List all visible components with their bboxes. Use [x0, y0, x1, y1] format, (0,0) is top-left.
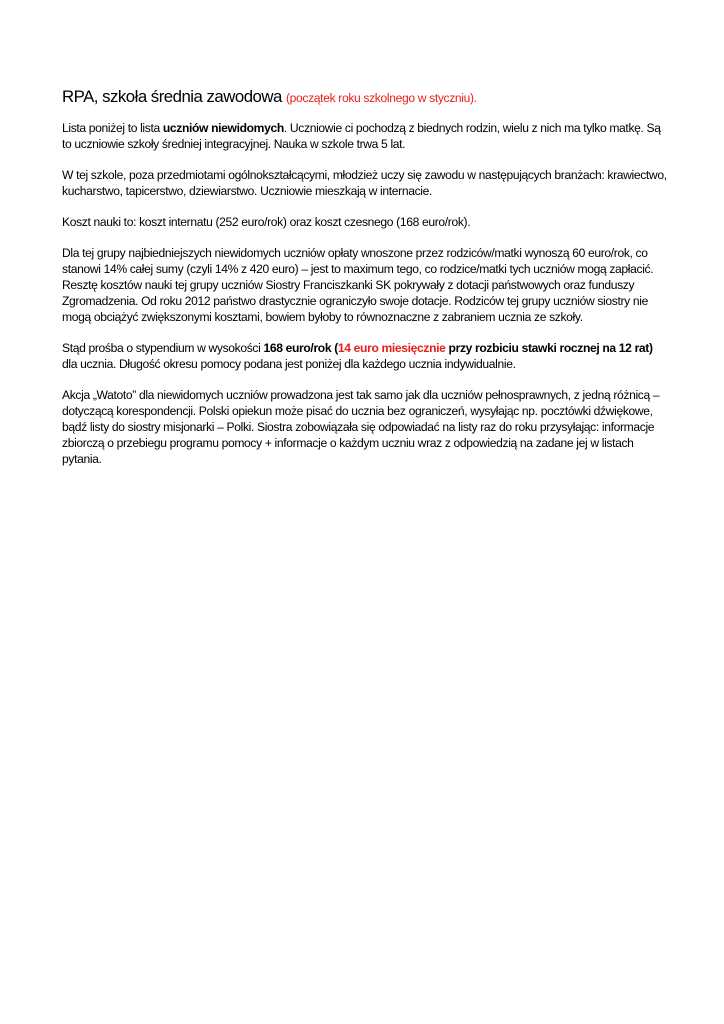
paragraph-costs: Koszt nauki to: koszt internatu (252 euro/rok) oraz koszt czesnego (168 euro/rok). [62, 215, 471, 229]
page-title [62, 86, 668, 109]
title-subtitle: (początek roku szkolnego w styczniu). [285, 91, 477, 105]
intro-text-end: . Uczniowie ci pochodzą z biednych rodzin, wielu z nich ma tylko matkę. Są to uczniowie szkoły średniej integracyjnej. Nauka w szkole trwa 5 lat. [62, 121, 661, 151]
request-text-end: dla ucznia. Długość okresu pomocy podana jest poniżej dla każdego ucznia indywidualnie. [62, 357, 516, 371]
intro-text-start: Lista poniżej to lista [62, 121, 163, 135]
request-bold-monthly: 14 euro miesięcznie [337, 341, 446, 355]
paragraph-funding: Dla tej grupy najbiedniejszych niewidomych uczniów opłaty wnoszone przez rodziców/matki wynoszą 60 euro/rok, co stanowi 14% całej sumy (czyli 14% z 420 euro) – jest to maximum tego, co rodzice/matki tych uczniów mogą zapłacić. Resztę kosztów nauki tej grupy uczniów Siostry Franciszkanki SK pokrywały z dotacji państwowych oraz funduszy Zgromadzenia. Od roku 2012 państwo drastycznie ograniczyło swoje dotacje. Rodziców tej grupy uczniów siostry nie mogą obciążyć zwiększonymi kosztami, bowiem byłoby to równoznaczne z zabraniem ucznia ze szkoły. [62, 246, 654, 324]
request-text-start: Stąd prośba o stypendium w wysokości [62, 341, 264, 355]
paragraph-intro [62, 120, 668, 152]
paragraph-scholarship-request [62, 340, 668, 372]
paragraph-vocational: W tej szkole, poza przedmiotami ogólnokształcącymi, młodzież uczy się zawodu w następujących branżach: krawiectwo, kucharstwo, tapicerstwo, dziewiarstwo. Uczniowie mieszkają w internacie. [62, 168, 667, 198]
title-main: RPA, szkoła średnia zawodowa [62, 87, 282, 106]
intro-bold-blind-students: uczniów niewidomych [162, 121, 284, 135]
request-bold-yearly: 168 euro/rok ( [263, 341, 338, 355]
paragraph-watoto: Akcja „Watoto” dla niewidomych uczniów prowadzona jest tak samo jak dla uczniów pełnosprawnych, z jedną różnicą – dotyczącą korespondencji. Polski opiekun może pisać do ucznia bez ograniczeń, wysyłając np. pocztówki dźwiękowe, bądź listy do siostry misjonarki – Polki. Siostra zobowiązała się odpowiadać na listy raz do roku przysyłając: informacje zbiorczą o przebiegu programu pomocy + informacje o każdym uczniu wraz z odpowiedzią na zadane jej w listach pytania. [62, 388, 660, 466]
document-page [62, 86, 668, 482]
request-bold-installments: przy rozbiciu stawki rocznej na 12 rat) [445, 341, 653, 355]
